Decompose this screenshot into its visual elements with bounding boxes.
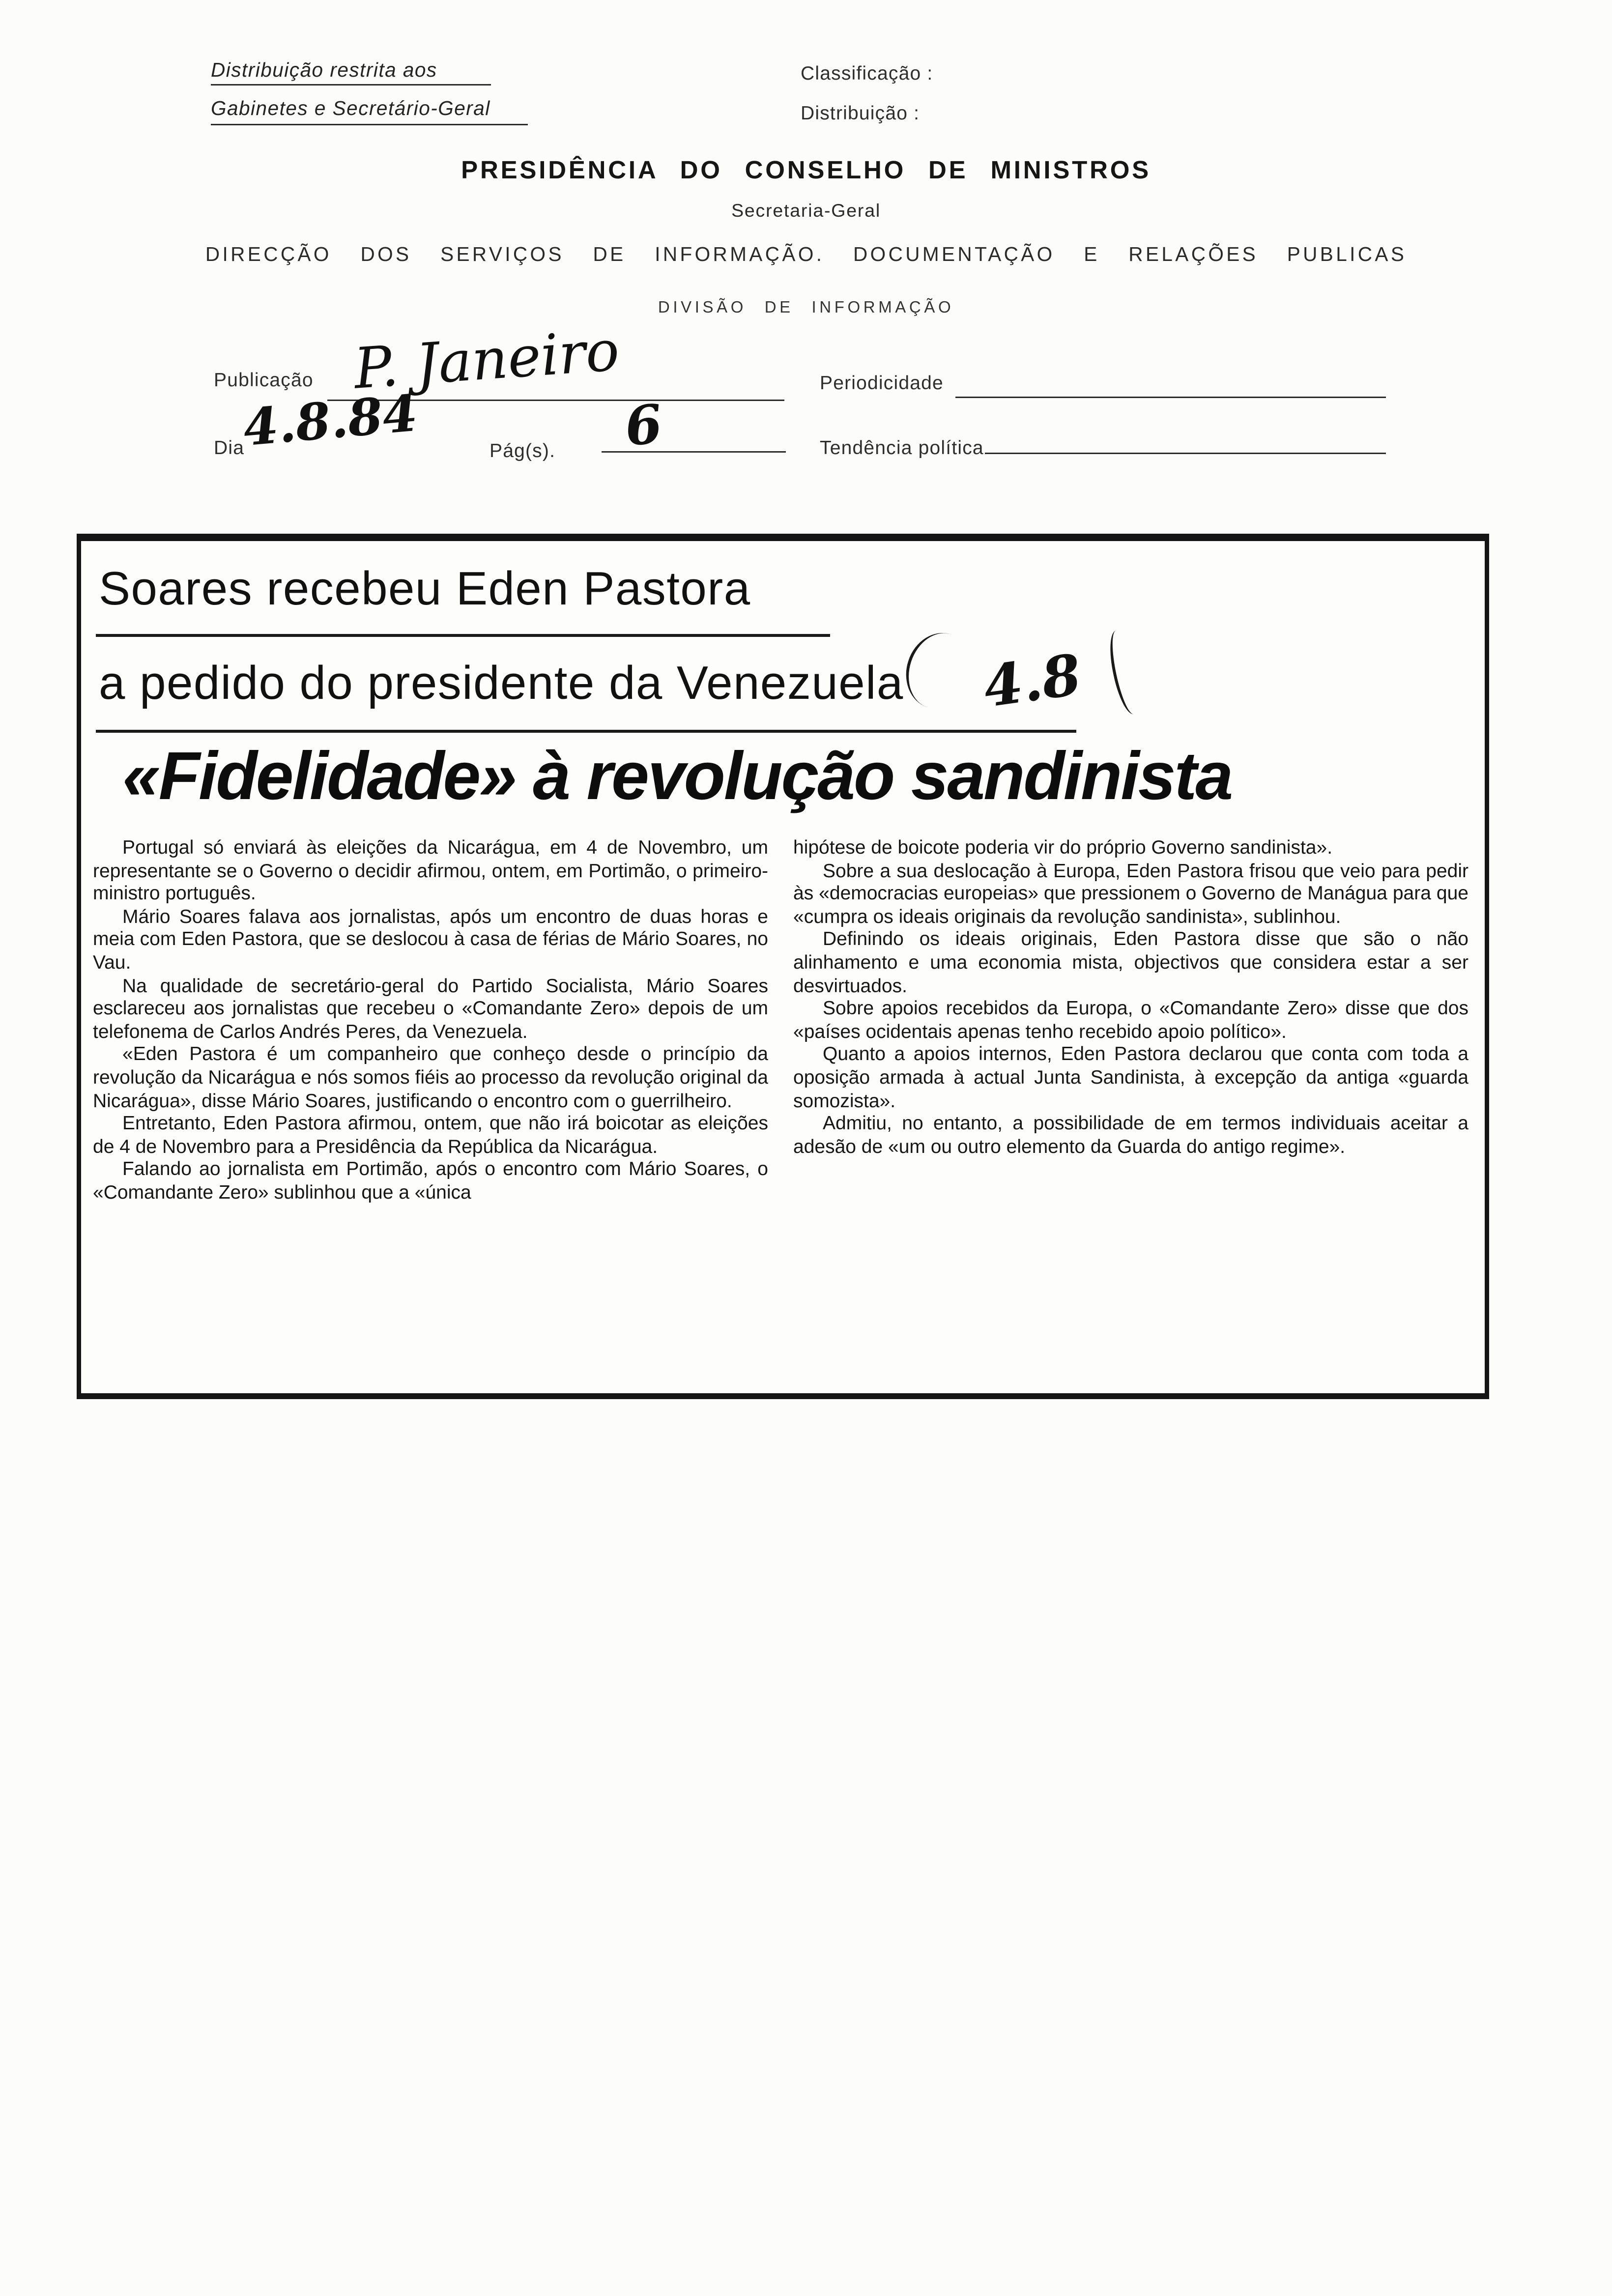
pags-label: Pág(s).	[489, 439, 556, 461]
article-paragraph: Mário Soares falava aos jornalistas, após um encontro de duas horas e meia com Eden Pastora, que se deslocou à casa de férias de Mário Soares, no Vau.	[93, 905, 768, 973]
article-paragraph: Falando ao jornalista em Portimão, após o encontro com Mário Soares, o «Comandante Zero» sublinhou que a «única	[93, 1157, 768, 1203]
article-paragraph: Admitiu, no entanto, a possibilidade de em termos individuais aceitar a adesão de «um ou outro elemento da Guarda do antigo regime».	[793, 1112, 1468, 1157]
department-line: DIRECÇÃO DOS SERVIÇOS DE INFORMAÇÃO. DOCUMENTAÇÃO E RELAÇÕES PUBLICAS	[205, 243, 1407, 265]
article-left-column	[93, 836, 768, 1204]
org-title: PRESIDÊNCIA DO CONSELHO DE MINISTROS	[461, 156, 1151, 184]
tendencia-label: Tendência política	[820, 436, 984, 459]
newspaper-clipping	[77, 534, 1489, 1399]
restriction-note-line2: Gabinetes e Secretário-Geral	[211, 97, 490, 119]
publicacao-handwritten-value: P. Janeiro	[352, 318, 622, 402]
handwritten-annotation-loop	[896, 624, 982, 717]
dia-handwritten-value: 4.8.84	[241, 384, 420, 459]
article-paragraph: «Eden Pastora é um companheiro que conheço desde o princípio da revolução da Nicarágua e nós somos fiéis ao processo da revolução original da Nicarágua», disse Mário Soares, justificando o encontro com o guerrilheiro.	[93, 1043, 768, 1111]
publicacao-label: Publicação	[214, 369, 314, 391]
restriction-underline-2	[211, 124, 528, 125]
dia-label: Dia	[214, 436, 245, 459]
clipping-headline-line2: a pedido do presidente da Venezuela	[99, 656, 904, 709]
division-line: DIVISÃO DE INFORMAÇÃO	[658, 299, 954, 317]
article-paragraph: Sobre a sua deslocação à Europa, Eden Pastora frisou que veio para pedir às «democracias europeias» que pressionem o Governo de Manágua para que «cumpra os ideais originais da revolução sandinista», sublinhou.	[793, 859, 1468, 927]
distribuicao-label: Distribuição :	[801, 102, 920, 124]
article-paragraph: Definindo os ideais originais, Eden Pastora disse que são o não alinhamento e uma economia mista, objectivos que considera estar a ser desvirtuados.	[793, 928, 1468, 996]
article-paragraph: Portugal só enviará às eleições da Nicarágua, em 4 de Novembro, um representante se o Governo o decidir afirmou, ontem, em Portimão, o primeiro-ministro português.	[93, 836, 768, 904]
headline-underline-2	[96, 730, 1076, 733]
tendencia-underline	[985, 453, 1386, 454]
article-paragraph: hipótese de boicote poderia vir do próprio Governo sandinista».	[793, 836, 1333, 858]
pags-handwritten-value: 6	[622, 393, 665, 459]
periodicidade-label: Periodicidade	[820, 372, 944, 394]
article-paragraph: Sobre apoios recebidos da Europa, o «Comandante Zero» disse que dos «países ocidentais apenas tenho recebido apoio político».	[793, 997, 1468, 1042]
headline-underline-1	[96, 634, 830, 637]
restriction-underline-1	[211, 84, 491, 86]
article-right-column	[793, 836, 1468, 1158]
restriction-note-line1: Distribuição restrita aos	[211, 59, 437, 81]
handwritten-annotation-stroke	[1104, 628, 1145, 717]
clipping-main-headline: «Fidelidade» à revolução sandinista	[122, 737, 1232, 814]
org-subtitle: Secretaria-Geral	[731, 201, 881, 221]
classificacao-label: Classificação :	[801, 62, 933, 84]
clipping-headline-line1: Soares recebeu Eden Pastora	[99, 562, 751, 615]
handwritten-annotation: 4.8	[979, 640, 1085, 720]
periodicidade-underline	[955, 397, 1386, 398]
article-paragraph: Quanto a apoios internos, Eden Pastora declarou que conta com toda a oposição armada à actual Junta Sandinista, à excepção da antiga «guarda somozista».	[793, 1043, 1468, 1111]
pags-underline	[602, 451, 786, 453]
article-paragraph: Na qualidade de secretário-geral do Partido Socialista, Mário Soares esclareceu aos jornalistas que recebeu o «Comandante Zero» depois de um telefonema de Carlos Andrés Peres, da Venezuela.	[93, 974, 768, 1042]
article-paragraph: Entretanto, Eden Pastora afirmou, ontem, que não irá boicotar as eleições de 4 de Novembro para a Presidência da República da Nicarágua.	[93, 1112, 768, 1157]
